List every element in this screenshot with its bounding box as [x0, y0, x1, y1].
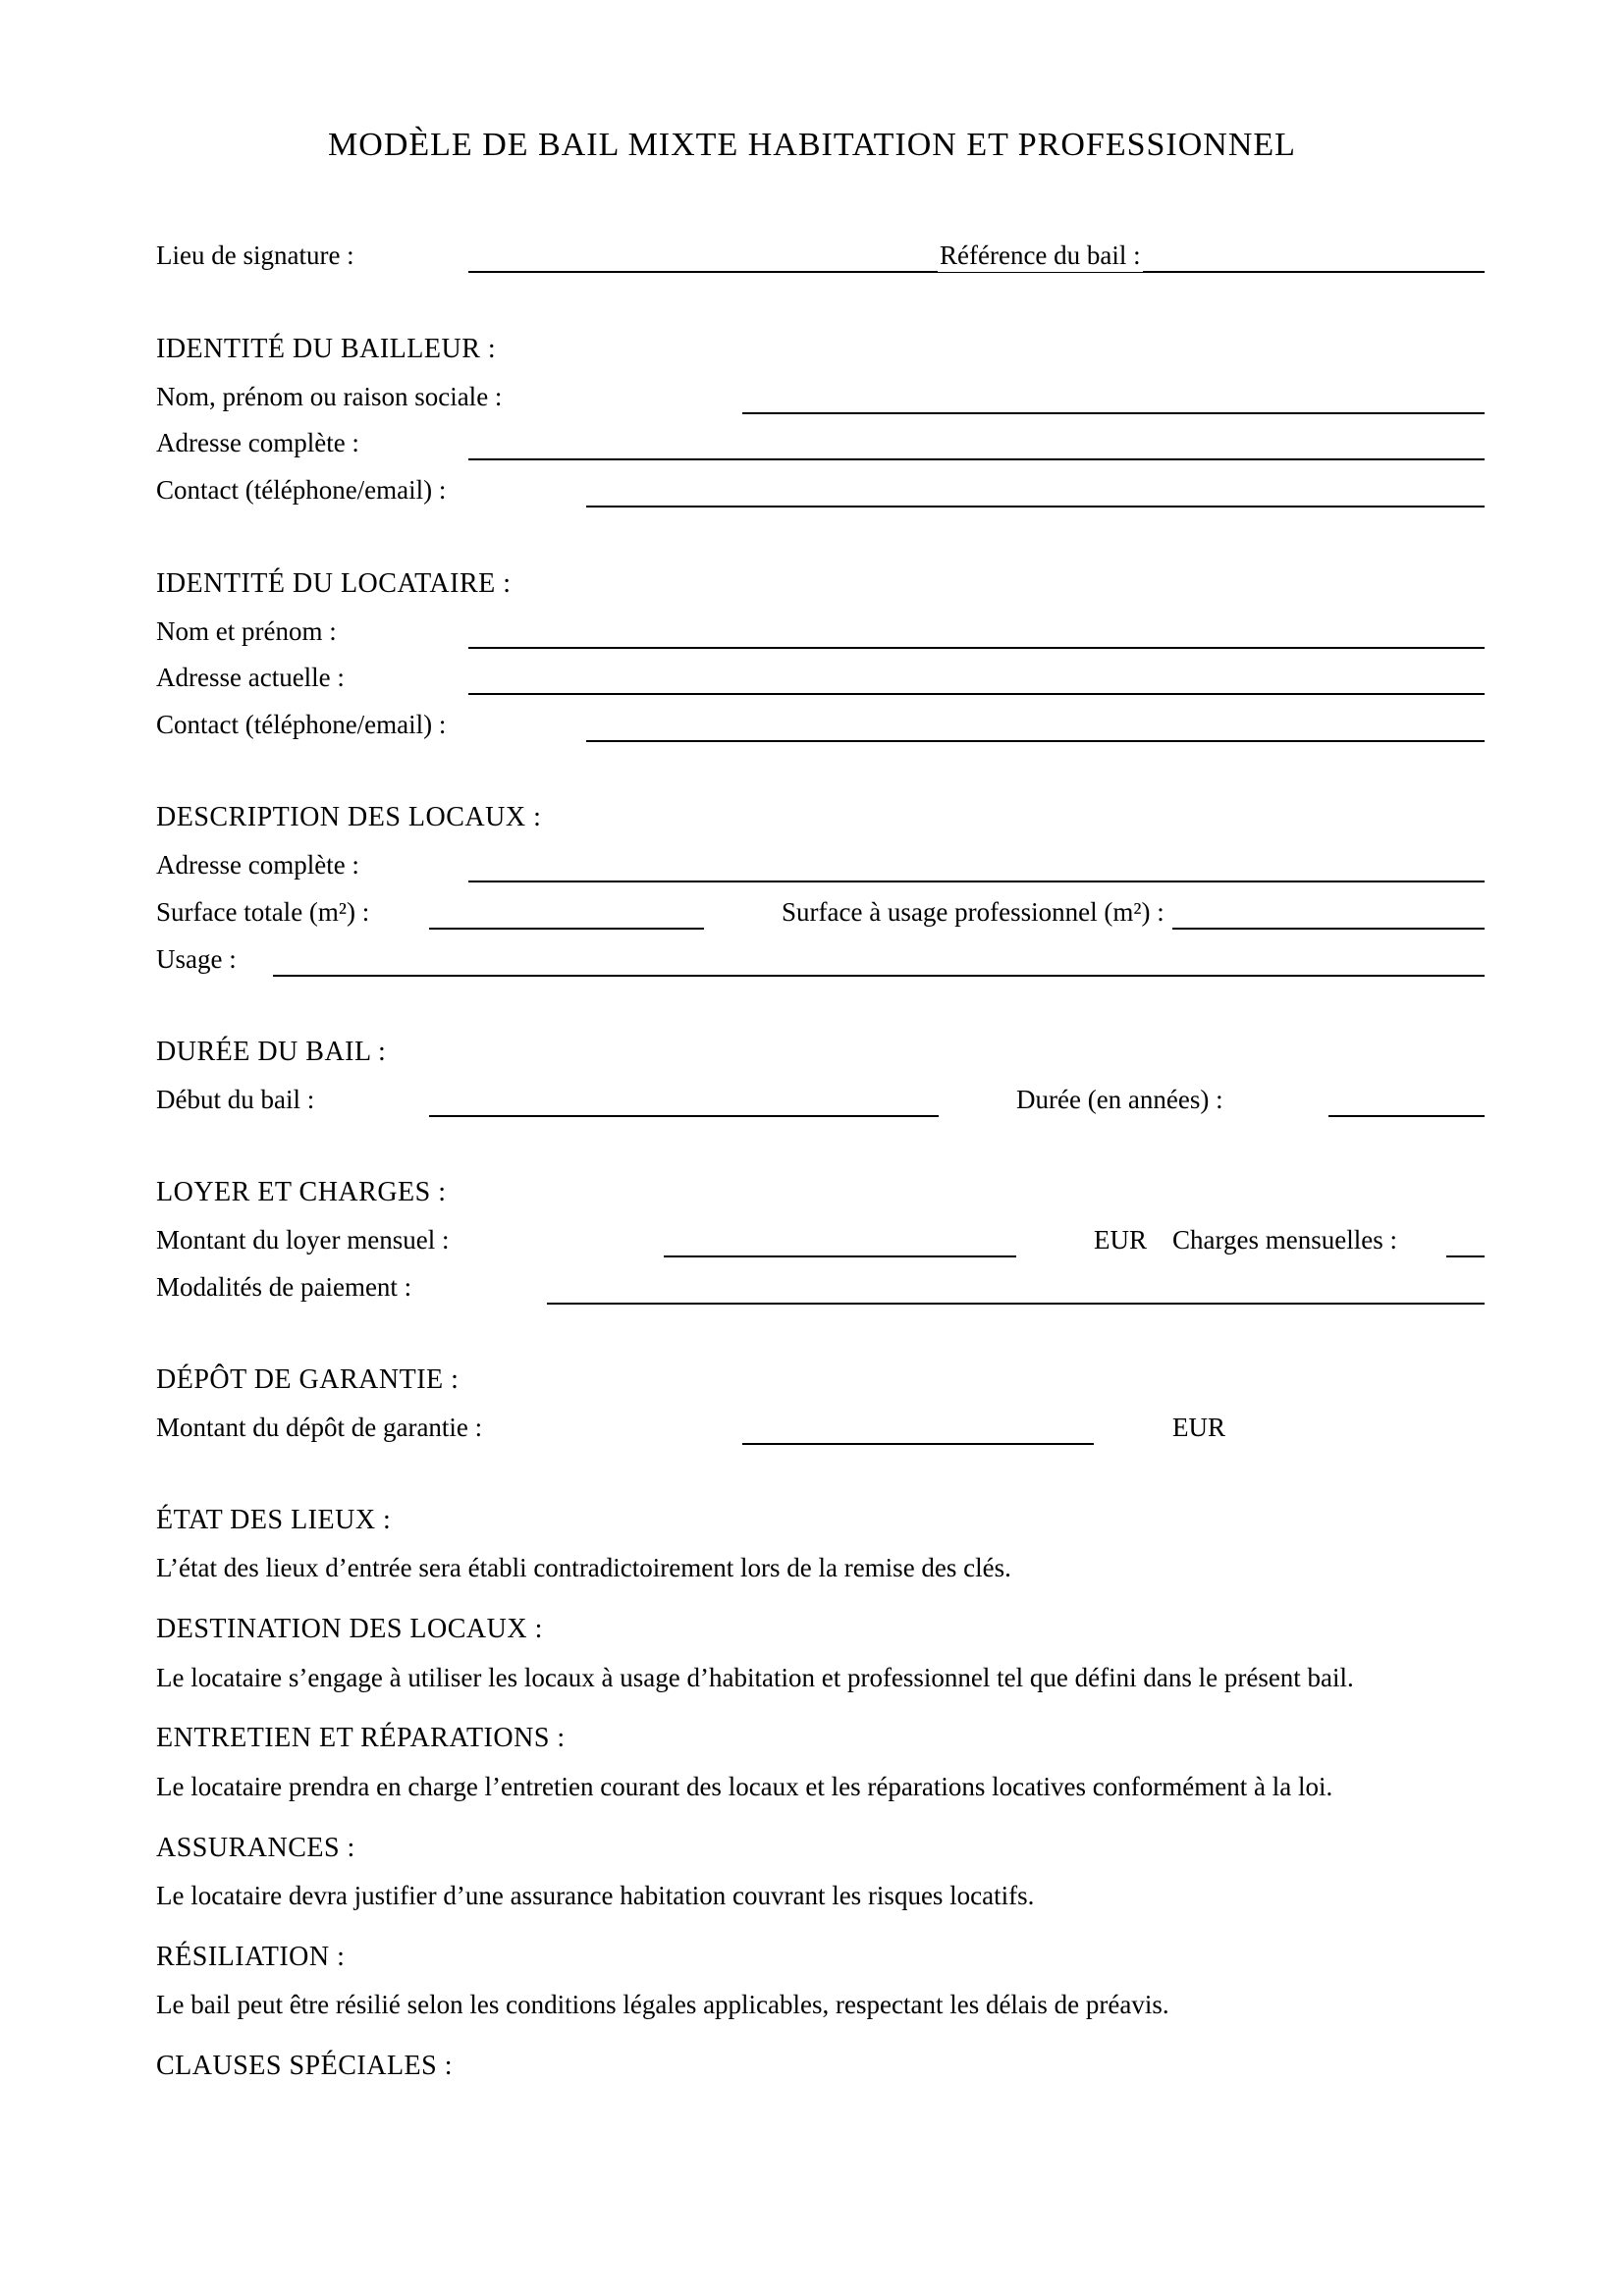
locataire-nom-label: Nom et prénom :: [156, 616, 337, 646]
depot-montant-field[interactable]: [742, 1443, 1094, 1445]
charges-field[interactable]: [1446, 1255, 1485, 1257]
depot-header: DÉPÔT DE GARANTIE :: [156, 1364, 460, 1395]
usage-field[interactable]: [273, 975, 1485, 977]
locaux-adresse-label: Adresse complète :: [156, 850, 359, 880]
duree-annees-field[interactable]: [1328, 1115, 1485, 1117]
surface-totale-label: Surface totale (m²) :: [156, 897, 370, 927]
bailleur-adresse-field[interactable]: [468, 458, 1485, 460]
usage-label: Usage :: [156, 944, 237, 974]
resiliation-header: RÉSILIATION :: [156, 1942, 346, 1972]
clauses-header: CLAUSES SPÉCIALES :: [156, 2051, 453, 2081]
locataire-nom-field[interactable]: [468, 647, 1485, 649]
locataire-adresse-label: Adresse actuelle :: [156, 663, 345, 692]
bailleur-contact-field[interactable]: [586, 506, 1485, 507]
loyer-montant-label: Montant du loyer mensuel :: [156, 1225, 450, 1255]
etat-header: ÉTAT DES LIEUX :: [156, 1505, 392, 1535]
duree-annees-label: Durée (en années) :: [1016, 1085, 1223, 1114]
assurances-header: ASSURANCES :: [156, 1833, 355, 1863]
reference-bail-label: Référence du bail :: [940, 240, 1141, 270]
loyer-header: LOYER ET CHARGES :: [156, 1177, 447, 1207]
locaux-adresse-field[interactable]: [468, 881, 1485, 882]
destination-header: DESTINATION DES LOCAUX :: [156, 1614, 543, 1644]
locataire-contact-field[interactable]: [586, 740, 1485, 742]
assurances-text: Le locataire devra justifier d’une assurance habitation couvrant les risques locatifs.: [156, 1881, 1035, 1910]
resiliation-text: Le bail peut être résilié selon les conditions légales applicables, respectant les délais de préavis.: [156, 1990, 1169, 2019]
entretien-text: Le locataire prendra en charge l’entretien courant des locaux et les réparations locatives conformément à la loi.: [156, 1772, 1333, 1801]
lieu-signature-label: Lieu de signature :: [156, 240, 354, 270]
bailleur-adresse-label: Adresse complète :: [156, 428, 359, 457]
locaux-header: DESCRIPTION DES LOCAUX :: [156, 802, 542, 832]
modalites-label: Modalités de paiement :: [156, 1272, 412, 1302]
locataire-header: IDENTITÉ DU LOCATAIRE :: [156, 568, 512, 599]
bailleur-header: IDENTITÉ DU BAILLEUR :: [156, 334, 497, 364]
loyer-eur-label: EUR: [1094, 1225, 1147, 1255]
destination-text: Le locataire s’engage à utiliser les locaux à usage d’habitation et professionnel tel que défini dans le présent bail.: [156, 1663, 1354, 1692]
debut-bail-label: Début du bail :: [156, 1085, 315, 1114]
surface-totale-field[interactable]: [429, 928, 704, 930]
locataire-adresse-field[interactable]: [468, 693, 1485, 695]
surface-pro-label: Surface à usage professionnel (m²) :: [782, 897, 1164, 927]
depot-eur-label: EUR: [1172, 1413, 1225, 1442]
debut-bail-field[interactable]: [429, 1115, 939, 1117]
charges-label: Charges mensuelles :: [1172, 1225, 1397, 1255]
entretien-header: ENTRETIEN ET RÉPARATIONS :: [156, 1723, 566, 1753]
loyer-montant-field[interactable]: [664, 1255, 1016, 1257]
document-title: MODÈLE DE BAIL MIXTE HABITATION ET PROFESSIONNEL: [328, 127, 1296, 163]
depot-montant-label: Montant du dépôt de garantie :: [156, 1413, 483, 1442]
surface-pro-field[interactable]: [1172, 928, 1485, 930]
modalites-field[interactable]: [547, 1303, 1485, 1305]
bailleur-nom-field[interactable]: [742, 412, 1485, 414]
duree-header: DURÉE DU BAIL :: [156, 1037, 387, 1067]
bailleur-nom-label: Nom, prénom ou raison sociale :: [156, 382, 503, 411]
locataire-contact-label: Contact (téléphone/email) :: [156, 710, 447, 739]
bailleur-contact-label: Contact (téléphone/email) :: [156, 475, 447, 505]
etat-text: L’état des lieux d’entrée sera établi contradictoirement lors de la remise des clés.: [156, 1553, 1011, 1582]
